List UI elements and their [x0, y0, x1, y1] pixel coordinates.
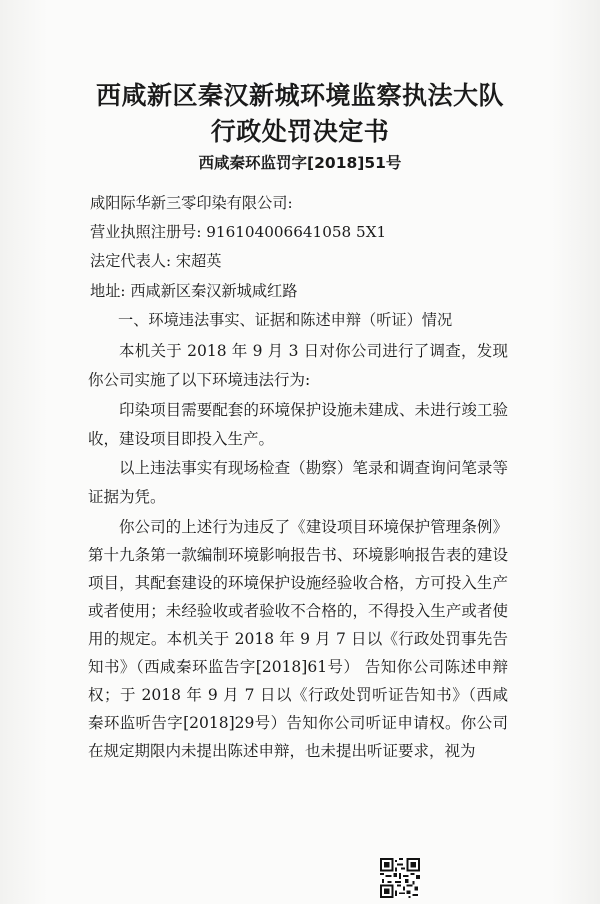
- paragraph-investigation: 本机关于 2018 年 9 月 3 日对你公司进行了调查，发现你公司实施了以下环境违法行为:: [88, 342, 508, 389]
- company-name: 咸阳际华新三零印染有限公司:: [90, 194, 293, 212]
- paragraph-violation: 印染项目需要配套的环境保护设施未建成、未进行竣工验收，建设项目即投入生产。: [88, 401, 508, 448]
- paragraph-legal-basis: 你公司的上述行为违反了《建设项目环境保护管理条例》第十九条第一款编制环境影响报告书、环境影响报告表的建设项目，其配套建设的环境保护设施经验收合格，方可投入生产或者使用；未经验收或者验收不合格的，不得投入生产或者使用的规定。本机关于 2018 年 9 月 7 日以《行政处罚事先告知书》（西咸秦环监告字[2018]61号） 告知你公司陈述申辩权；于 2018 年 9 月 7 日以《行政处罚听证告知书》（西咸秦环监听告字[2018]29号）告知你公司听证申请权。你公司在规定期限内未提出陈述申辩，也未提出听证要求，视为: [88, 518, 508, 760]
- paragraph-evidence: 以上违法事实有现场检查（勘察）笔录和调查询问笔录等证据为凭。: [88, 459, 508, 506]
- document-title-line1: 西咸新区秦汉新城环境监察执法大队: [95, 81, 504, 110]
- legal-representative: 法定代表人: 宋超英: [90, 252, 222, 270]
- document-title-line2: 行政处罚决定书: [210, 117, 390, 146]
- document-number: 西咸秦环监罚字[2018]51号: [198, 154, 402, 172]
- qr-code-icon: [380, 858, 420, 898]
- company-address: 地址: 西咸新区秦汉新城咸红路: [90, 282, 298, 300]
- section-heading: 一、环境违法事实、证据和陈述申辩（听证）情况: [118, 311, 453, 329]
- license-number: 营业执照注册号: 916104006641058 5X1: [90, 223, 387, 241]
